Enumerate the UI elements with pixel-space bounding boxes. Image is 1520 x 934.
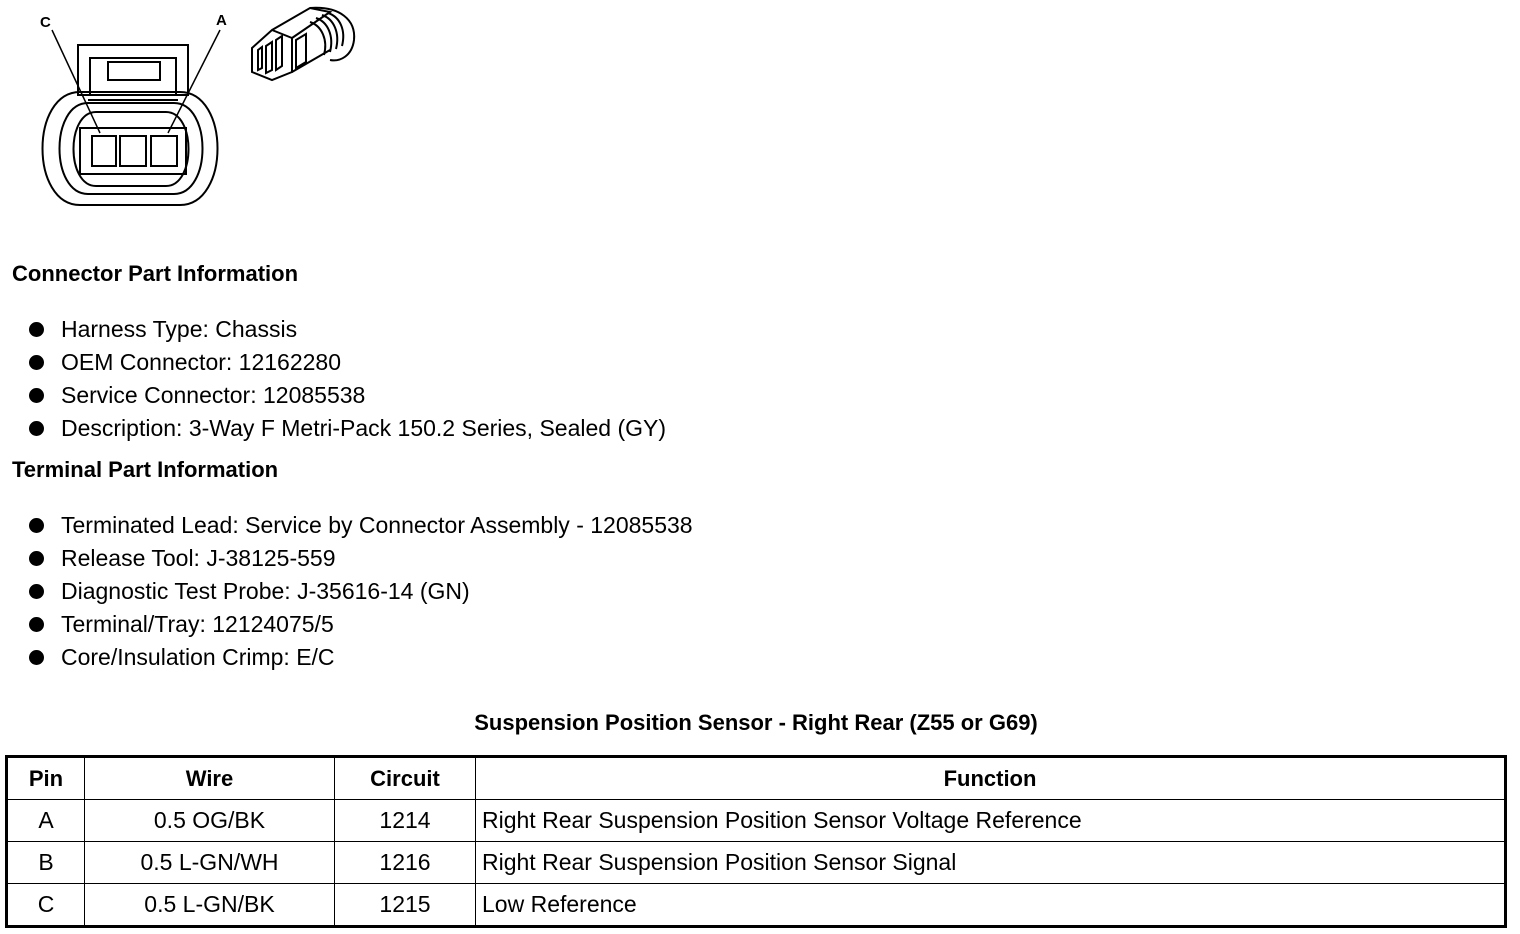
list-item-text: Release Tool: J-38125-559 bbox=[61, 545, 336, 571]
connector-isometric-view bbox=[252, 8, 354, 80]
header-pin: Pin bbox=[7, 757, 85, 800]
header-circuit: Circuit bbox=[335, 757, 476, 800]
pin-label-a: A bbox=[216, 12, 227, 29]
table-row bbox=[7, 884, 1506, 927]
cell-pin: C bbox=[7, 884, 85, 927]
bullet-icon bbox=[29, 617, 44, 632]
list-item bbox=[28, 608, 693, 641]
header-wire: Wire bbox=[85, 757, 335, 800]
bullet-icon bbox=[29, 322, 44, 337]
cell-wire: 0.5 L-GN/BK bbox=[85, 884, 335, 927]
list-item bbox=[28, 641, 693, 674]
cell-wire: 0.5 OG/BK bbox=[85, 800, 335, 842]
cell-circuit: 1214 bbox=[335, 800, 476, 842]
cell-pin: B bbox=[7, 842, 85, 884]
list-item-text: Harness Type: Chassis bbox=[61, 316, 298, 342]
list-item bbox=[28, 379, 666, 412]
list-item-text: Core/Insulation Crimp: E/C bbox=[61, 644, 335, 670]
terminal-part-info-list bbox=[28, 509, 693, 674]
table-row bbox=[7, 842, 1506, 884]
list-item bbox=[28, 542, 693, 575]
pin-label-c: C bbox=[40, 14, 51, 31]
table-row bbox=[7, 800, 1506, 842]
terminal-part-info-title: Terminal Part Information bbox=[12, 457, 279, 482]
bullet-icon bbox=[29, 584, 44, 599]
list-item-text: Terminal/Tray: 12124075/5 bbox=[61, 611, 334, 637]
bullet-icon bbox=[29, 421, 44, 436]
connector-part-info-title: Connector Part Information bbox=[12, 261, 299, 286]
cell-pin: A bbox=[7, 800, 85, 842]
cell-function: Right Rear Suspension Position Sensor Voltage Reference bbox=[476, 800, 1506, 842]
list-item-text: OEM Connector: 12162280 bbox=[61, 349, 342, 375]
bullet-icon bbox=[29, 388, 44, 403]
list-item-text: Description: 3-Way F Metri-Pack 150.2 Series, Sealed (GY) bbox=[61, 415, 667, 441]
table-title: Suspension Position Sensor - Right Rear (Z55 or G69) bbox=[474, 710, 1038, 735]
connector-part-info-list bbox=[28, 313, 666, 445]
cell-wire: 0.5 L-GN/WH bbox=[85, 842, 335, 884]
list-item bbox=[28, 313, 666, 346]
bullet-icon bbox=[29, 551, 44, 566]
cell-circuit: 1216 bbox=[335, 842, 476, 884]
list-item bbox=[28, 412, 666, 445]
bullet-icon bbox=[29, 518, 44, 533]
list-item bbox=[28, 575, 693, 608]
list-item-text: Service Connector: 12085538 bbox=[61, 382, 366, 408]
list-item bbox=[28, 509, 693, 542]
cell-function: Right Rear Suspension Position Sensor Signal bbox=[476, 842, 1506, 884]
cell-function: Low Reference bbox=[476, 884, 1506, 927]
header-function: Function bbox=[476, 757, 1506, 800]
pin-table bbox=[5, 755, 1507, 928]
table-header-row bbox=[7, 757, 1506, 800]
list-item bbox=[28, 346, 666, 379]
list-item-text: Diagnostic Test Probe: J-35616-14 (GN) bbox=[61, 578, 470, 604]
connector-face-view bbox=[43, 30, 221, 205]
bullet-icon bbox=[29, 355, 44, 370]
bullet-icon bbox=[29, 650, 44, 665]
list-item-text: Terminated Lead: Service by Connector Assembly - 12085538 bbox=[61, 512, 693, 538]
connector-diagram bbox=[0, 0, 380, 220]
cell-circuit: 1215 bbox=[335, 884, 476, 927]
